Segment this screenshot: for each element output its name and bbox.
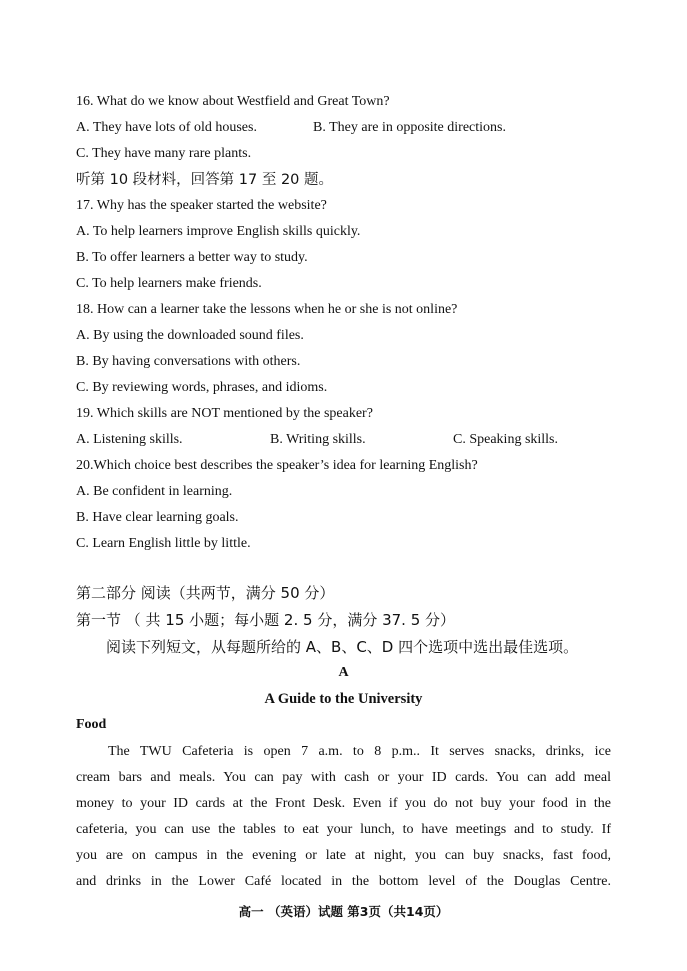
- q17-option-a: A. To help learners improve English skills quickly.: [76, 224, 361, 239]
- q16-option-a: A. They have lots of old houses.: [76, 120, 257, 135]
- food-line: you are on campus in the evening or late at night, you can buy snacks, fast food,: [76, 848, 611, 863]
- q16-option-c: C. They have many rare plants.: [76, 146, 252, 161]
- food-line: money to your ID cards at the Front Desk. Even if you do not buy your food in the: [76, 796, 611, 811]
- food-line: and drinks in the Lower Café located in the bottom level of the Douglas Centre.: [76, 874, 611, 889]
- q19-option-b: B. Writing skills.: [270, 432, 366, 447]
- passage-letter: A: [338, 665, 349, 680]
- reading-part-title: 第二部分 阅读（共两节，满分 50 分）: [76, 584, 335, 602]
- food-paragraph: [76, 739, 611, 895]
- q17-stem: 17. Why has the speaker started the website?: [76, 198, 327, 213]
- food-line: cream bars and meals. You can pay with cash or your ID cards. You can add meal: [76, 770, 611, 785]
- q17-option-b: B. To offer learners a better way to study.: [76, 250, 308, 265]
- q18-option-a: A. By using the downloaded sound files.: [76, 328, 304, 343]
- q19-option-a: A. Listening skills.: [76, 432, 183, 447]
- q19-stem: 19. Which skills are NOT mentioned by the speaker?: [76, 406, 373, 421]
- food-line: cafeteria, you can use the tables to eat your lunch, to have meetings and to study. If: [76, 822, 611, 837]
- page-footer: 高一 （英语）试题 第3页（共14页）: [238, 904, 449, 919]
- q16-stem: 16. What do we know about Westfield and Great Town?: [76, 94, 390, 109]
- q18-stem: 18. How can a learner take the lessons when he or she is not online?: [76, 302, 458, 317]
- q16-option-b: B. They are in opposite directions.: [313, 120, 506, 135]
- q18-option-c: C. By reviewing words, phrases, and idioms.: [76, 380, 328, 395]
- q19-option-c: C. Speaking skills.: [453, 432, 559, 447]
- reading-section-title: 第一节 （ 共 15 小题；每小题 2. 5 分，满分 37. 5 分）: [76, 611, 456, 629]
- q20-option-c: C. Learn English little by little.: [76, 536, 251, 551]
- listening-section-10-instruction: 听第 10 段材料，回答第 17 至 20 题。: [76, 172, 334, 188]
- reading-instruction: 阅读下列短文，从每题所给的 A、B、C、D 四个选项中选出最佳选项。: [106, 638, 579, 656]
- q20-stem: 20.Which choice best describes the speaker’s idea for learning English?: [76, 458, 478, 473]
- passage-title: A Guide to the University: [264, 691, 423, 707]
- food-heading: Food: [76, 717, 107, 732]
- q17-option-c: C. To help learners make friends.: [76, 276, 262, 291]
- q20-option-b: B. Have clear learning goals.: [76, 510, 239, 525]
- q18-option-b: B. By having conversations with others.: [76, 354, 301, 369]
- q20-option-a: A. Be confident in learning.: [76, 484, 233, 499]
- food-line: The TWU Cafeteria is open 7 a.m. to 8 p.m.. It serves snacks, drinks, ice: [108, 744, 611, 759]
